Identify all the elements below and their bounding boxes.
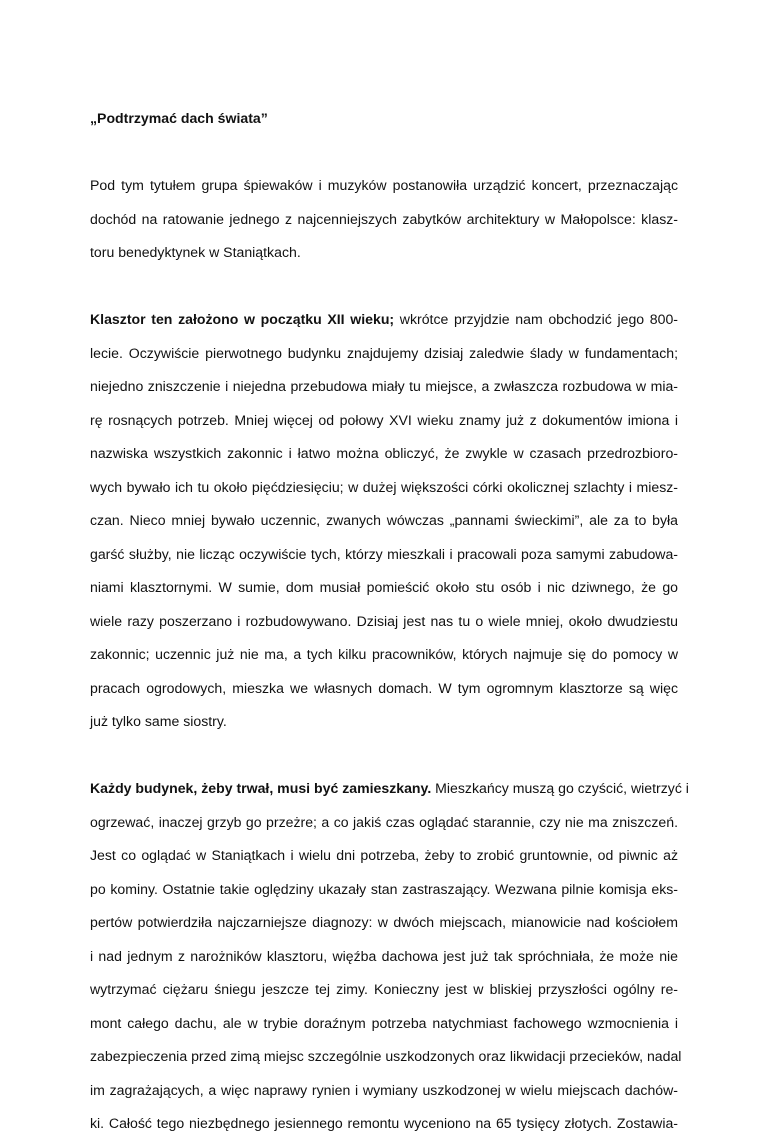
paragraph-line: wytrzymać ciężaru śniegu jeszcze tej zimy. Konieczny jest w bliskiej przyszłości ogólny re- bbox=[90, 981, 678, 997]
paragraph-line: już tylko same siostry. bbox=[90, 713, 227, 729]
paragraph-line: niami klasztornymi. W sumie, dom musiał pomieścić około stu osób i nic dziwnego, że go bbox=[90, 579, 678, 595]
paragraph-lead: Klasztor ten założono w początku XII wieku; bbox=[90, 311, 395, 327]
spacer bbox=[90, 136, 678, 170]
paragraph-line-with-lead bbox=[90, 772, 689, 806]
paragraph-line: lecie. Oczywiście pierwotnego budynku znajdujemy dzisiaj zaledwie ślady w fundamentach; bbox=[90, 344, 678, 361]
paragraph-line: nazwiska wszystkich zakonnic i łatwo można obliczyć, że zwykle w czasach przedrozbioro- bbox=[90, 445, 678, 461]
document-body bbox=[90, 102, 689, 1141]
paragraph-line: Jest co oglądać w Staniątkach i wielu dni potrzeba, żeby to zrobić gruntownie, od piwnic aż bbox=[90, 847, 678, 863]
paragraph-line: rę rosnących potrzeb. Mniej więcej od połowy XVI wieku znamy już z dokumentów imiona i bbox=[90, 411, 678, 428]
paragraph-line: i nad jednym z narożników klasztoru, więźba dachowa jest już tak spróchniała, że może nie bbox=[90, 947, 678, 964]
paragraph-1 bbox=[90, 169, 678, 270]
paragraph-line: dochód na ratowanie jednego z najcenniejszych zabytków architektury w Małopolsce: klasz- bbox=[90, 210, 678, 227]
paragraph-line: mont całego dachu, ale w trybie doraźnym potrzeba natychmiast fachowego wzmocnienia i bbox=[90, 1014, 678, 1031]
spacer bbox=[90, 270, 678, 304]
paragraph-line: czan. Nieco mniej bywało uczennic, zwanych wówczas „pannami świeckimi”, ale za to była bbox=[90, 512, 678, 528]
spacer bbox=[90, 739, 678, 773]
paragraph-line: Pod tym tytułem grupa śpiewaków i muzyków postanowiła urządzić koncert, przeznaczając bbox=[90, 177, 678, 193]
paragraph-line: zakonnic; uczennic już nie ma, a tych kilku pracowników, których najmuje się do pomocy w bbox=[90, 646, 678, 662]
paragraph-line: pertów potwierdziła najczarniejsze diagnozy: w dwóch miejscach, mianowicie nad kościołem bbox=[90, 914, 678, 930]
paragraph-line: garść służby, nie licząc oczywiście tych, którzy mieszkali i pracowali poza samymi zabudowa- bbox=[90, 545, 678, 562]
paragraph-line: niejedno zniszczenie i niejedna przebudowa miały tu miejsce, a zwłaszcza rozbudowa w mia- bbox=[90, 378, 678, 394]
paragraph-line: ogrzewać, inaczej grzyb go przeżre; a co jakiś czas oglądać starannie, czy nie ma zniszczeń. bbox=[90, 813, 678, 830]
paragraph-line: wiele razy poszerzano i rozbudowywano. Dzisiaj jest nas tu o wiele mniej, około dwudziestu bbox=[90, 612, 678, 629]
paragraph-line: pracach ogrodowych, mieszka we własnych domach. W tym ogromnym klasztorze są więc bbox=[90, 679, 678, 696]
paragraph-2 bbox=[90, 303, 678, 739]
paragraph-lead: Każdy budynek, żeby trwał, musi być zamieszkany. bbox=[90, 780, 432, 796]
paragraph-line: po kominy. Ostatnie takie oględziny ukazały stan zastraszający. Wezwana pilnie komisja eks- bbox=[90, 880, 678, 897]
paragraph-line-with-lead bbox=[90, 303, 678, 337]
paragraph-line: ki. Całość tego niezbędnego jesiennego remontu wyceniono na 65 tysięcy złotych. Zostawia- bbox=[90, 1115, 678, 1131]
paragraph-line: zabezpieczenia przed zimą miejsc szczególnie uszkodzonych oraz likwidacji przecieków, nadal bbox=[90, 1048, 682, 1064]
paragraph-line: wych bywało ich tu około pięćdziesięciu; w dużej większości córki okolicznej szlachty i miesz- bbox=[90, 478, 678, 495]
paragraph-line: im zagrażających, a więc naprawy rynien i wymiany uszkodzonej w wielu miejscach dachów- bbox=[90, 1081, 678, 1098]
paragraph-line: toru benedyktynek w Staniątkach. bbox=[90, 244, 301, 260]
paragraph-3 bbox=[90, 772, 689, 1141]
paragraph-line-text: Mieszkańcy muszą go czyścić, wietrzyć i bbox=[431, 780, 689, 796]
paragraph-line-text: wkrótce przyjdzie nam obchodzić jego 800- bbox=[394, 311, 678, 327]
document-title: „Podtrzymać dach świata” bbox=[90, 110, 268, 126]
